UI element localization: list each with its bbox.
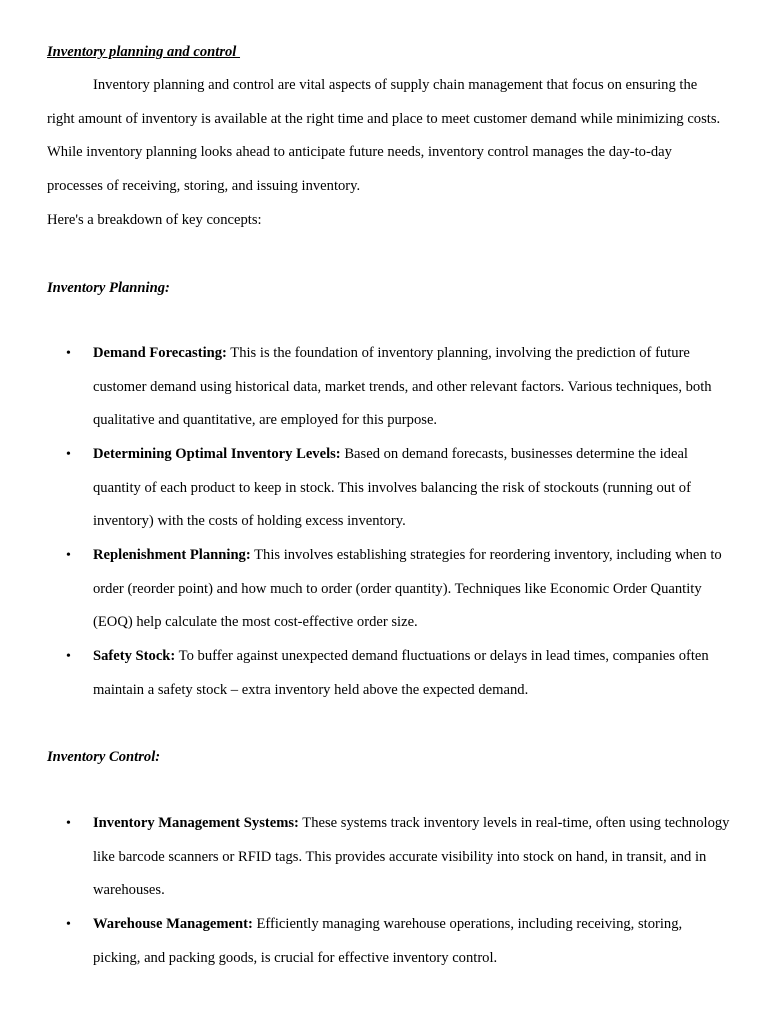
list-item-warehouse-management	[66, 908, 733, 975]
bullet-icon: •	[66, 649, 71, 664]
bullet-icon: •	[66, 917, 71, 932]
list-item-inventory-management-systems	[66, 807, 733, 908]
intro-paragraph	[47, 69, 727, 203]
section-heading-inventory-control: Inventory Control:	[47, 749, 161, 765]
list-item-term: Warehouse Management:	[93, 916, 253, 932]
list-item-term: Inventory Management Systems:	[93, 815, 299, 831]
list-item-term: Replenishment Planning:	[93, 547, 251, 563]
section-heading-inventory-planning: Inventory Planning:	[47, 280, 170, 296]
bullet-icon: •	[66, 816, 71, 831]
list-item-term: Safety Stock:	[93, 648, 176, 664]
bullet-icon: •	[66, 548, 71, 563]
list-item-replenishment-planning	[66, 539, 733, 640]
list-item-demand-forecasting	[66, 337, 733, 438]
intro-paragraph-text: Inventory planning and control are vital aspects of supply chain management that focus on ensuring the right amount of inventory is available at the right time and place to meet customer demand while minimizing costs. While inventory planning looks ahead to anticipate future needs, inventory control manages the day-to-day processes of receiving, storing, and issuing inventory.	[47, 77, 721, 194]
list-item-safety-stock	[66, 640, 733, 707]
document-title: Inventory planning and control	[47, 44, 241, 60]
list-item-optimal-inventory-levels	[66, 438, 733, 539]
bullet-icon: •	[66, 447, 71, 462]
list-item-text: Efficiently managing warehouse operations, including receiving, storing, picking, and packing goods, is crucial for effective inventory control.	[93, 916, 683, 966]
list-item-text: These systems track inventory levels in real-time, often using technology like barcode scanners or RFID tags. This provides accurate visibility into stock on hand, in transit, and in warehouses.	[93, 815, 730, 898]
breakdown-line: Here's a breakdown of key concepts:	[47, 212, 262, 228]
bullet-icon: •	[66, 346, 71, 361]
list-item-text: This involves establishing strategies for reordering inventory, including when to order (reorder point) and how much to order (order quantity). Techniques like Economic Order Quantity (EOQ) help calculate the most cost-effective order size.	[93, 547, 722, 630]
list-item-term: Demand Forecasting:	[93, 345, 227, 361]
list-item-text: Based on demand forecasts, businesses determine the ideal quantity of each product to keep in stock. This involves balancing the risk of stockouts (running out of inventory) with the costs of holding excess inventory.	[93, 446, 691, 529]
list-item-text: This is the foundation of inventory planning, involving the prediction of future customer demand using historical data, market trends, and other relevant factors. Various techniques, both qualitative and quantitative, are employed for this purpose.	[93, 345, 712, 428]
list-item-text: To buffer against unexpected demand fluctuations or delays in lead times, companies often maintain a safety stock – extra inventory held above the expected demand.	[93, 648, 709, 698]
list-item-term: Determining Optimal Inventory Levels:	[93, 446, 341, 462]
